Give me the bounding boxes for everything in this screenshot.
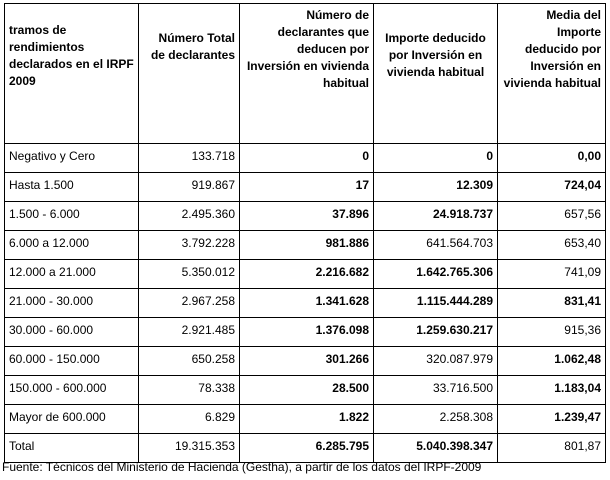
cell-deducting-declarants: 301.266 — [240, 347, 374, 376]
cell-total-declarants: 6.829 — [139, 405, 240, 434]
cell-deducting-declarants: 1.341.628 — [240, 289, 374, 318]
cell-average-deduction: 1.239,47 — [498, 405, 606, 434]
cell-deducted-amount: 33.716.500 — [374, 376, 498, 405]
cell-total-declarants: 5.350.012 — [139, 260, 240, 289]
cell-total-declarants: 650.258 — [139, 347, 240, 376]
cell-bracket: 21.000 - 30.000 — [5, 289, 139, 318]
cell-bracket: 30.000 - 60.000 — [5, 318, 139, 347]
cell-average-deduction: 741,09 — [498, 260, 606, 289]
cell-total-declarants: 2.495.360 — [139, 202, 240, 231]
cell-deducting-declarants: 2.216.682 — [240, 260, 374, 289]
cell-deducting-declarants: 37.896 — [240, 202, 374, 231]
cell-total-declarants: 2.921.485 — [139, 318, 240, 347]
deduction-table — [4, 3, 606, 463]
cell-deducted-amount: 641.564.703 — [374, 231, 498, 260]
cell-bracket: 12.000 a 21.000 — [5, 260, 139, 289]
header-average-deduction: Media del Importe deducido por Inversión en vivienda habitual — [498, 4, 606, 144]
cell-total-declarants: 919.867 — [139, 173, 240, 202]
cell-deducted-amount: 1.642.765.306 — [374, 260, 498, 289]
cell-deducted-amount: 12.309 — [374, 173, 498, 202]
cell-average-deduction: 915,36 — [498, 318, 606, 347]
cell-average-deduction: 724,04 — [498, 173, 606, 202]
cell-deducting-declarants: 1.822 — [240, 405, 374, 434]
cell-total-declarants: 133.718 — [139, 144, 240, 173]
cell-deducted-amount: 0 — [374, 144, 498, 173]
table-row — [5, 434, 606, 463]
table-row — [5, 318, 606, 347]
cell-deducted-amount: 1.115.444.289 — [374, 289, 498, 318]
cell-bracket: 150.000 - 600.000 — [5, 376, 139, 405]
header-total-declarants: Número Total de declarantes — [139, 4, 240, 144]
cell-bracket: Hasta 1.500 — [5, 173, 139, 202]
cell-average-deduction: 653,40 — [498, 231, 606, 260]
cell-bracket: 1.500 - 6.000 — [5, 202, 139, 231]
cell-deducted-amount: 5.040.398.347 — [374, 434, 498, 463]
cell-bracket: Total — [5, 434, 139, 463]
cell-deducted-amount: 1.259.630.217 — [374, 318, 498, 347]
cell-average-deduction: 831,41 — [498, 289, 606, 318]
table-row — [5, 173, 606, 202]
cell-deducted-amount: 24.918.737 — [374, 202, 498, 231]
table-row — [5, 405, 606, 434]
table-row — [5, 289, 606, 318]
cell-deducted-amount: 320.087.979 — [374, 347, 498, 376]
table-row — [5, 347, 606, 376]
table-row — [5, 202, 606, 231]
header-row — [5, 4, 606, 144]
header-deducting-declarants: Número de declarantes que deducen por Inversión en vivienda habitual — [240, 4, 374, 144]
cell-average-deduction: 657,56 — [498, 202, 606, 231]
cell-deducted-amount: 2.258.308 — [374, 405, 498, 434]
cell-bracket: Mayor de 600.000 — [5, 405, 139, 434]
cell-average-deduction: 801,87 — [498, 434, 606, 463]
cell-deducting-declarants: 28.500 — [240, 376, 374, 405]
cell-deducting-declarants: 17 — [240, 173, 374, 202]
header-income-bracket: tramos de rendimientos declarados en el IRPF 2009 — [5, 4, 139, 144]
cell-total-declarants: 3.792.228 — [139, 231, 240, 260]
cell-average-deduction: 1.183,04 — [498, 376, 606, 405]
cell-average-deduction: 0,00 — [498, 144, 606, 173]
table-row — [5, 260, 606, 289]
header-deducted-amount: Importe deducido por Inversión en vivienda habitual — [374, 4, 498, 144]
cell-total-declarants: 78.338 — [139, 376, 240, 405]
cell-average-deduction: 1.062,48 — [498, 347, 606, 376]
cell-bracket: 6.000 a 12.000 — [5, 231, 139, 260]
source-note: Fuente: Técnicos del Ministerio de Hacienda (Gestha), a partir de los datos del IRPF-2009 — [2, 460, 482, 474]
cell-deducting-declarants: 1.376.098 — [240, 318, 374, 347]
cell-bracket: Negativo y Cero — [5, 144, 139, 173]
table-row — [5, 231, 606, 260]
cell-bracket: 60.000 - 150.000 — [5, 347, 139, 376]
cell-deducting-declarants: 981.886 — [240, 231, 374, 260]
cell-deducting-declarants: 6.285.795 — [240, 434, 374, 463]
cell-total-declarants: 2.967.258 — [139, 289, 240, 318]
cell-total-declarants: 19.315.353 — [139, 434, 240, 463]
cell-deducting-declarants: 0 — [240, 144, 374, 173]
table-row — [5, 144, 606, 173]
table-row — [5, 376, 606, 405]
